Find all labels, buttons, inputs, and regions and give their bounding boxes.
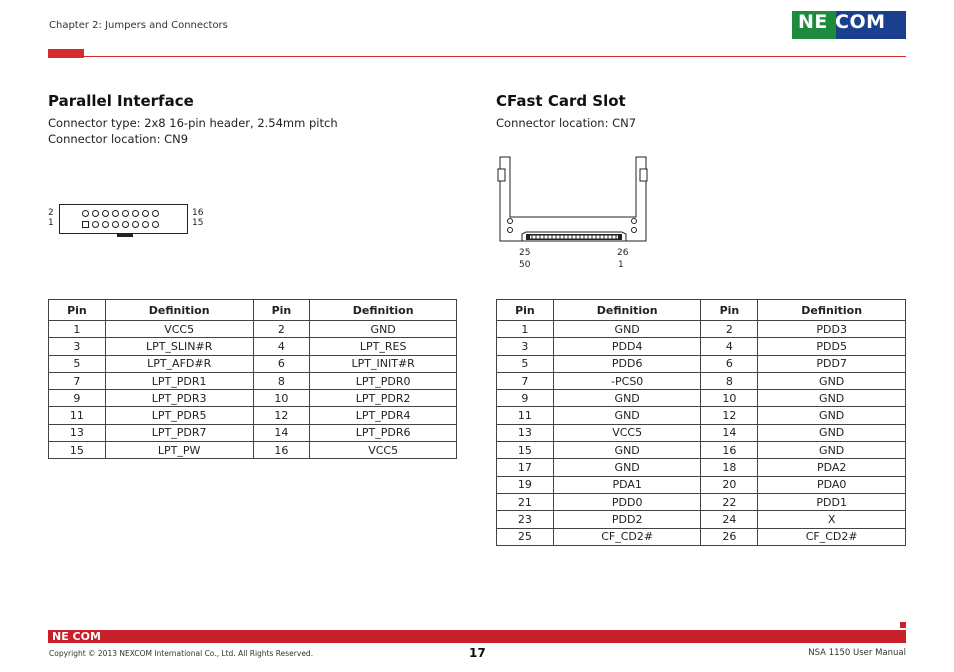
definition-cell: PDD1 [758,493,906,510]
slot-label-1: 1 [618,260,624,270]
table-row [49,424,457,441]
pin-cell: 22 [701,493,758,510]
pin-cell: 8 [253,372,310,389]
definition-cell: GND [553,390,701,407]
pin-cell: 10 [701,390,758,407]
definition-cell: GND [553,321,701,338]
table-row [497,338,906,355]
definition-cell: PDA0 [758,476,906,493]
pin-cell: 12 [253,407,310,424]
cfast-title: CFast Card Slot [496,92,626,110]
pin-label-15: 15 [192,218,204,228]
definition-cell: GND [758,390,906,407]
definition-cell: PDD4 [553,338,701,355]
definition-cell: GND [758,372,906,389]
pin-row-bottom [82,221,159,228]
pin-cell: 23 [497,511,554,528]
definition-cell: LPT_PDR1 [105,372,253,389]
slot-label-26: 26 [617,248,629,258]
definition-cell: LPT_PDR0 [310,372,457,389]
definition-cell: LPT_PDR2 [310,390,457,407]
pin-cell: 26 [701,528,758,545]
definition-cell: X [758,511,906,528]
definition-cell: LPT_PW [105,442,253,459]
definition-cell: CF_CD2# [758,528,906,545]
table-row [49,372,457,389]
pin-cell: 16 [701,442,758,459]
definition-cell: LPT_AFD#R [105,355,253,372]
pin-cell: 21 [497,493,554,510]
table-row [49,442,457,459]
definition-cell: VCC5 [310,442,457,459]
cfast-pin-table [496,299,906,546]
table-row [497,407,906,424]
definition-cell: LPT_PDR3 [105,390,253,407]
definition-cell: PDD6 [553,355,701,372]
pin-cell: 6 [701,355,758,372]
cfast-slot-diagram [496,155,650,247]
pin-cell: 1 [497,321,554,338]
pin-cell: 14 [701,424,758,441]
copyright: Copyright © 2013 NEXCOM International Co., Ltd. All Rights Reserved. [49,649,314,658]
pin-cell: 6 [253,355,310,372]
chapter-title: Chapter 2: Jumpers and Connectors [49,20,228,31]
header-divider [84,56,906,57]
pin-cell: 14 [253,424,310,441]
logo-text: NE COM [798,11,886,33]
definition-cell: GND [758,442,906,459]
parallel-connector-location: Connector location: CN9 [48,132,189,146]
pin-cell: 17 [497,459,554,476]
definition-cell: CF_CD2# [553,528,701,545]
table-row [497,476,906,493]
table-row [497,372,906,389]
definition-cell: PDD0 [553,493,701,510]
pin-cell: 24 [701,511,758,528]
pin-label-16: 16 [192,208,204,218]
definition-cell: GND [553,459,701,476]
table-row [497,528,906,545]
definition-cell: LPT_RES [310,338,457,355]
pin-cell: 11 [497,407,554,424]
definition-cell: PDD3 [758,321,906,338]
pin-cell: 11 [49,407,106,424]
table-row [497,459,906,476]
table-row [497,355,906,372]
table-row [49,407,457,424]
table-row [497,390,906,407]
pin-cell: 13 [49,424,106,441]
definition-cell: GND [310,321,457,338]
definition-cell: LPT_PDR7 [105,424,253,441]
pin-cell: 7 [49,372,106,389]
col-definition: Definition [758,300,906,321]
definition-cell: PDA2 [758,459,906,476]
parallel-connector-type: Connector type: 2x8 16-pin header, 2.54mm pitch [48,116,338,130]
pin-row-top [82,210,159,217]
pin-cell: 7 [497,372,554,389]
table-row [497,442,906,459]
col-pin: Pin [701,300,758,321]
pin-cell: 16 [253,442,310,459]
pin-cell: 12 [701,407,758,424]
footer-bar [48,630,906,643]
manual-title: NSA 1150 User Manual [808,648,906,658]
definition-cell: PDA1 [553,476,701,493]
pin-cell: 15 [497,442,554,459]
pin-cell: 25 [497,528,554,545]
col-pin: Pin [49,300,106,321]
definition-cell: -PCS0 [553,372,701,389]
table-row [497,424,906,441]
pin-label-2: 2 [48,208,54,218]
pin-cell: 19 [497,476,554,493]
pin-cell: 18 [701,459,758,476]
col-pin: Pin [497,300,554,321]
pin-cell: 9 [497,390,554,407]
col-definition: Definition [310,300,457,321]
definition-cell: LPT_PDR5 [105,407,253,424]
pin-cell: 15 [49,442,106,459]
parallel-pin-table [48,299,457,459]
header-accent [48,49,84,58]
pin-cell: 8 [701,372,758,389]
pin-label-1: 1 [48,218,54,228]
table-row [497,511,906,528]
definition-cell: GND [553,407,701,424]
definition-cell: LPT_SLIN#R [105,338,253,355]
footer-logo: NE COM [52,630,101,643]
definition-cell: PDD5 [758,338,906,355]
pin-cell: 1 [49,321,106,338]
parallel-title: Parallel Interface [48,92,194,110]
pin-cell: 5 [49,355,106,372]
pin-cell: 3 [497,338,554,355]
cfast-connector-location: Connector location: CN7 [496,116,637,130]
col-definition: Definition [105,300,253,321]
table-row [497,321,906,338]
pin-cell: 20 [701,476,758,493]
definition-cell: LPT_PDR4 [310,407,457,424]
definition-cell: VCC5 [105,321,253,338]
table-row [49,390,457,407]
pin-cell: 5 [497,355,554,372]
footer-accent [891,630,900,639]
pin-cell: 9 [49,390,106,407]
definition-cell: PDD7 [758,355,906,372]
definition-cell: LPT_INIT#R [310,355,457,372]
definition-cell: VCC5 [553,424,701,441]
definition-cell: PDD2 [553,511,701,528]
definition-cell: GND [758,407,906,424]
pin-cell: 4 [701,338,758,355]
footer-accent-small [900,622,906,628]
col-pin: Pin [253,300,310,321]
table-row [497,493,906,510]
definition-cell: LPT_PDR6 [310,424,457,441]
pin-cell: 2 [701,321,758,338]
pin-cell: 13 [497,424,554,441]
pin-cell: 10 [253,390,310,407]
slot-label-50: 50 [519,260,531,270]
table-row [49,321,457,338]
col-definition: Definition [553,300,701,321]
definition-cell: GND [758,424,906,441]
pin-cell: 3 [49,338,106,355]
table-row [49,355,457,372]
table-row [49,338,457,355]
slot-label-25: 25 [519,248,531,258]
pin-cell: 2 [253,321,310,338]
parallel-header-diagram [59,204,188,234]
pin-cell: 4 [253,338,310,355]
nexcom-logo [792,11,906,39]
page-number: 17 [469,646,486,660]
definition-cell: GND [553,442,701,459]
connector-key [117,234,133,237]
